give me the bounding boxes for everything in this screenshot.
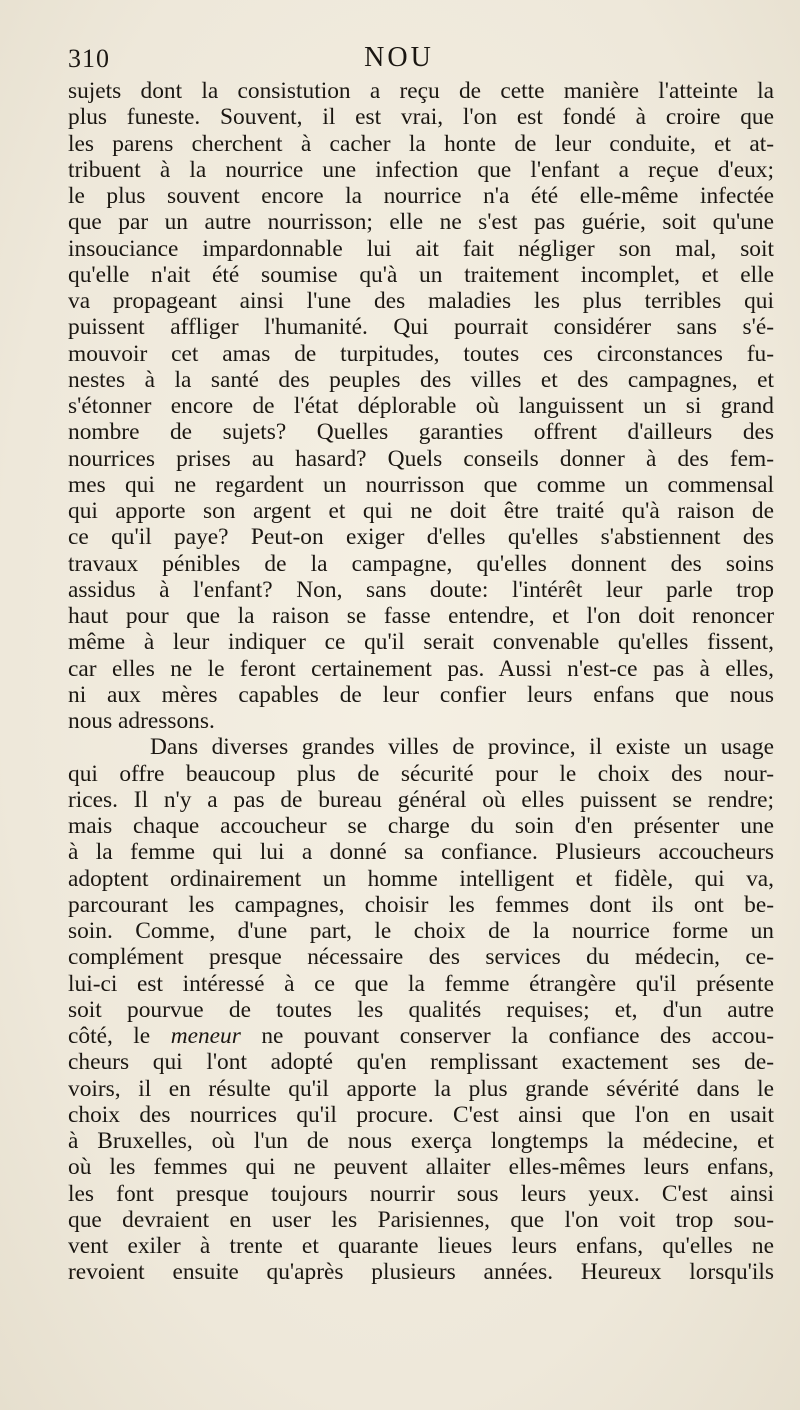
text-line: les parens cherchent à cacher la honte de leur conduite, et at- <box>68 130 774 157</box>
text-line: nombre de sujets? Quelles garanties offrent d'ailleurs des <box>68 419 774 446</box>
text-line: revoient ensuite qu'après plusieurs années. Heureux lorsqu'ils <box>68 1259 774 1286</box>
text-line: qui apporte son argent et qui ne doit être traité qu'à raison de <box>68 498 774 524</box>
text-line: qu'elle n'ait été soumise qu'à un traitement incomplet, et elle <box>68 261 774 288</box>
text-line: travaux pénibles de la campagne, qu'elles donnent des soins <box>68 550 774 577</box>
body-text <box>68 78 774 1286</box>
paragraph-1 <box>68 78 774 734</box>
page-header <box>68 40 770 80</box>
text-line: haut pour que la raison se fasse entendre, et l'on doit renoncer <box>68 603 774 629</box>
text-line: à la femme qui lui a donné sa confiance. Plusieurs accoucheurs <box>68 839 774 866</box>
text-line: nestes à la santé des peuples des villes et des campagnes, et <box>68 366 774 393</box>
text-line: qui offre beaucoup plus de sécurité pour le choix des nour- <box>68 760 774 787</box>
text-line: les font presque toujours nourrir sous leurs yeux. C'est ainsi <box>68 1180 774 1207</box>
text-line: côté, le meneur ne pouvant conserver la confiance des accou- <box>68 1023 774 1049</box>
text-line: assidus à l'enfant? Non, sans doute: l'intérêt leur parle trop <box>68 576 774 603</box>
text-line: insouciance impardonnable lui ait fait négliger son mal, soit <box>68 235 774 262</box>
text-line: cheurs qui l'ont adopté qu'en remplissant exactement ses de- <box>68 1049 774 1076</box>
text-line: choix des nourrices qu'il procure. C'est ainsi que l'on en usait <box>68 1101 774 1128</box>
text-line: s'étonner encore de l'état déplorable où languissent un si grand <box>68 393 774 419</box>
text-line: même à leur indiquer ce qu'il serait convenable qu'elles fissent, <box>68 629 774 656</box>
paragraph-2 <box>68 734 774 1285</box>
text-line: Dans diverses grandes villes de province, il existe un usage <box>150 734 774 761</box>
text-line: mes qui ne regardent un nourrisson que comme un commensal <box>68 471 774 498</box>
page-number: 310 <box>68 44 110 73</box>
text-line: mouvoir cet amas de turpitudes, toutes ces circonstances fu- <box>68 340 774 367</box>
text-line: vent exiler à trente et quarante lieues leurs enfans, qu'elles ne <box>68 1233 774 1259</box>
text-line: nourrices prises au hasard? Quels conseils donner à des fem- <box>68 445 774 472</box>
text-line: plus funeste. Souvent, il est vrai, l'on est fondé à croire que <box>68 104 774 131</box>
text-line: nous adressons. <box>68 708 215 734</box>
text-line: parcourant les campagnes, choisir les femmes dont ils ont be- <box>68 891 774 918</box>
text-line: car elles ne le feront certainement pas. Aussi n'est-ce pas à elles, <box>68 655 774 682</box>
text-line: à Bruxelles, où l'un de nous exerça longtemps la médecine, et <box>68 1128 774 1154</box>
text-line: mais chaque accoucheur se charge du soin d'en présenter une <box>68 813 774 839</box>
text-line: ce qu'il paye? Peut-on exiger d'elles qu'elles s'abstiennent des <box>68 524 774 551</box>
text-line: tribuent à la nourrice une infection que l'enfant a reçue d'eux; <box>68 156 774 183</box>
running-head: NOU <box>364 42 434 73</box>
text-line: complément presque nécessaire des services du médecin, ce- <box>68 944 774 971</box>
text-line: va propageant ainsi l'une des maladies les plus terribles qui <box>68 288 774 314</box>
text-line: adoptent ordinairement un homme intelligent et fidèle, qui va, <box>68 865 774 892</box>
text-line: sujets dont la consistution a reçu de cette manière l'atteinte la <box>68 78 774 104</box>
text-line: voirs, il en résulte qu'il apporte la plus grande sévérité dans le <box>68 1075 774 1102</box>
text-line: que par un autre nourrisson; elle ne s'est pas guérie, soit qu'une <box>68 209 774 236</box>
text-line: le plus souvent encore la nourrice n'a été elle-même infectée <box>68 183 774 209</box>
text-line: puissent affliger l'humanité. Qui pourrait considérer sans s'é- <box>68 314 774 341</box>
text-line: ni aux mères capables de leur confier leurs enfans que nous <box>68 681 774 708</box>
text-line: rices. Il n'y a pas de bureau général où elles puissent se rendre; <box>68 786 774 813</box>
text-line: lui-ci est intéressé à ce que la femme étrangère qu'il présente <box>68 970 774 997</box>
text-line: où les femmes qui ne peuvent allaiter elles-mêmes leurs enfans, <box>68 1154 774 1181</box>
text-line: soit pourvue de toutes les qualités requises; et, d'un autre <box>68 996 774 1023</box>
text-line: que devraient en user les Parisiennes, que l'on voit trop sou- <box>68 1206 774 1233</box>
text-line: soin. Comme, d'une part, le choix de la nourrice forme un <box>68 918 774 944</box>
